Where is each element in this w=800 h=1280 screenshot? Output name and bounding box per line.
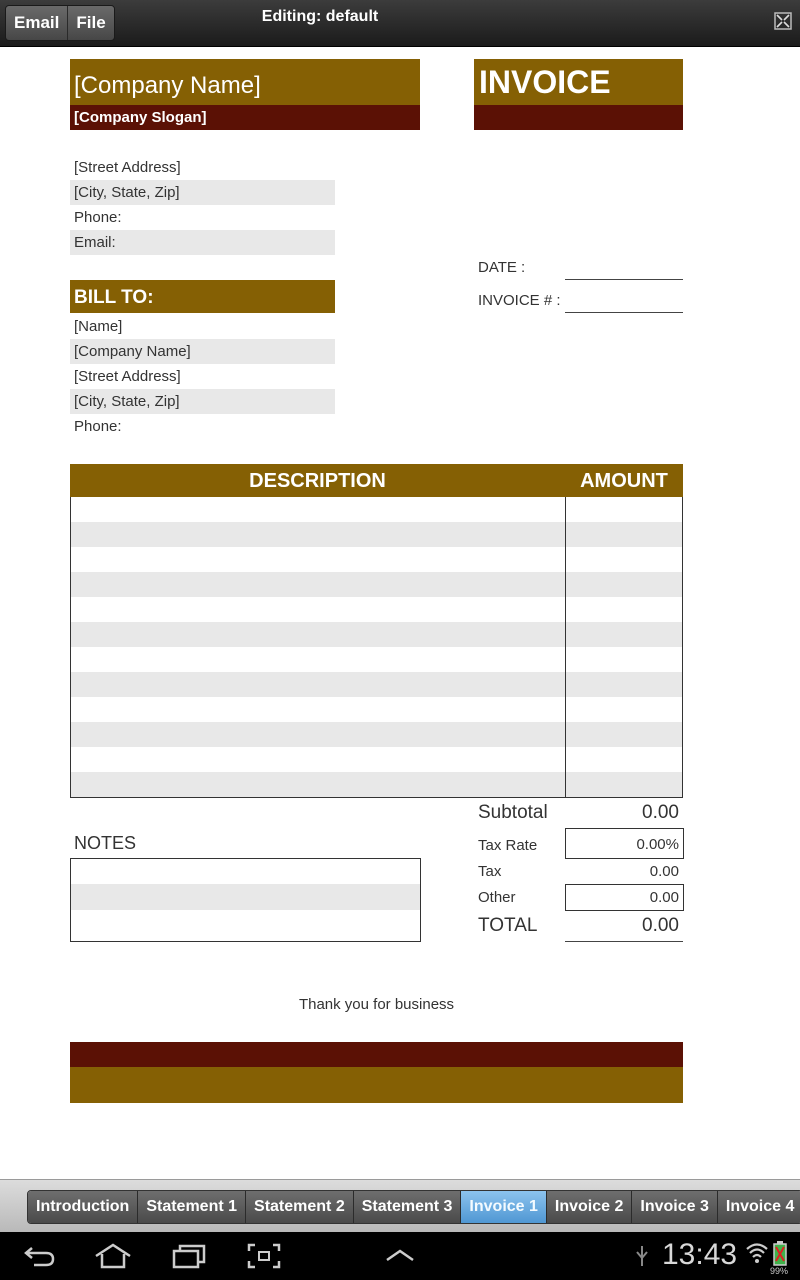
items-table-header [70, 464, 683, 497]
items-table-body [70, 497, 683, 798]
total-value: 0.00 [642, 915, 679, 936]
battery-icon [772, 1240, 788, 1266]
wifi-icon [745, 1240, 769, 1266]
tax-label: Tax [478, 863, 502, 880]
subtotal-value: 0.00 [642, 802, 679, 823]
sender-street[interactable]: [Street Address] [74, 159, 181, 176]
invoice-title-banner [474, 59, 683, 105]
table-row[interactable] [71, 497, 682, 522]
total-label: TOTAL [478, 915, 538, 936]
tab-invoice-2[interactable]: Invoice 2 [547, 1191, 632, 1223]
email-button[interactable]: Email [6, 6, 68, 40]
screenshot-icon[interactable] [246, 1242, 282, 1270]
table-row[interactable] [71, 522, 682, 547]
table-row[interactable] [71, 772, 682, 797]
amount-header: AMOUNT [580, 470, 668, 492]
notes-row [71, 884, 420, 910]
bill-to-city[interactable]: [City, State, Zip] [70, 389, 335, 414]
bill-to-banner [70, 280, 335, 313]
table-row[interactable] [71, 622, 682, 647]
total-underline [565, 941, 683, 942]
sender-email[interactable]: Email: [70, 230, 335, 255]
tab-statement-2[interactable]: Statement 2 [246, 1191, 354, 1223]
tab-invoice-3[interactable]: Invoice 3 [632, 1191, 717, 1223]
table-row[interactable] [71, 547, 682, 572]
company-name[interactable]: [Company Name] [74, 72, 261, 99]
notes-box[interactable] [70, 858, 421, 942]
table-row[interactable] [71, 597, 682, 622]
home-icon[interactable] [92, 1242, 134, 1270]
recent-apps-icon[interactable] [170, 1242, 208, 1270]
date-field[interactable] [565, 279, 683, 280]
bill-to-heading: BILL TO: [74, 287, 154, 308]
footer-gold-bar [70, 1067, 683, 1103]
date-label: DATE : [478, 259, 526, 276]
description-header: DESCRIPTION [249, 470, 386, 492]
tab-introduction[interactable]: Introduction [28, 1191, 138, 1223]
bill-to-phone[interactable]: Phone: [74, 418, 122, 435]
footer-maroon-bar [70, 1042, 683, 1067]
table-row[interactable] [71, 747, 682, 772]
other-label: Other [478, 889, 516, 906]
tax-value: 0.00 [649, 863, 679, 880]
invoice-number-field[interactable] [565, 312, 683, 313]
bill-to-name[interactable]: [Name] [74, 318, 123, 335]
tax-rate-label: Tax Rate [478, 837, 538, 854]
status-clock: 13:43 [662, 1238, 738, 1271]
company-name-banner [70, 59, 420, 105]
top-toolbar [0, 0, 800, 47]
tab-invoice-4[interactable]: Invoice 4 [718, 1191, 800, 1223]
invoice-number-label: INVOICE # : [478, 292, 561, 309]
invoice-title-underbar [474, 105, 683, 130]
subtotal-label: Subtotal [478, 802, 548, 823]
expand-icon[interactable] [774, 12, 792, 30]
table-row[interactable] [71, 722, 682, 747]
tab-statement-3[interactable]: Statement 3 [354, 1191, 462, 1223]
tax-rate-input[interactable]: 0.00% [565, 828, 684, 859]
file-button[interactable]: File [68, 6, 113, 40]
table-row[interactable] [71, 572, 682, 597]
invoice-title: INVOICE [479, 64, 611, 100]
bill-to-company[interactable]: [Company Name] [70, 339, 335, 364]
thank-you-text: Thank you for business [298, 996, 455, 1013]
tab-statement-1[interactable]: Statement 1 [138, 1191, 246, 1223]
battery-percent: 99% [770, 1266, 789, 1276]
sender-city[interactable]: [City, State, Zip] [70, 180, 335, 205]
table-row[interactable] [71, 647, 682, 672]
sheet-tabs-bar [0, 1179, 800, 1232]
table-row[interactable] [71, 697, 682, 722]
system-navigation-bar [0, 1232, 800, 1280]
company-slogan[interactable]: [Company Slogan] [74, 109, 207, 126]
sender-phone[interactable]: Phone: [74, 209, 122, 226]
back-icon[interactable] [22, 1242, 58, 1270]
column-divider [565, 497, 566, 797]
notes-label: NOTES [74, 833, 137, 853]
chevron-up-icon[interactable] [384, 1242, 416, 1270]
table-row[interactable] [71, 672, 682, 697]
other-input[interactable]: 0.00 [565, 884, 684, 911]
tab-invoice-1[interactable]: Invoice 1 [461, 1191, 546, 1223]
company-slogan-banner [70, 105, 420, 130]
invoice-document [0, 48, 800, 1178]
usb-icon [634, 1242, 650, 1270]
bill-to-street[interactable]: [Street Address] [74, 368, 181, 385]
editing-title: Editing: default [261, 8, 379, 25]
sheet-tabs [27, 1190, 800, 1224]
